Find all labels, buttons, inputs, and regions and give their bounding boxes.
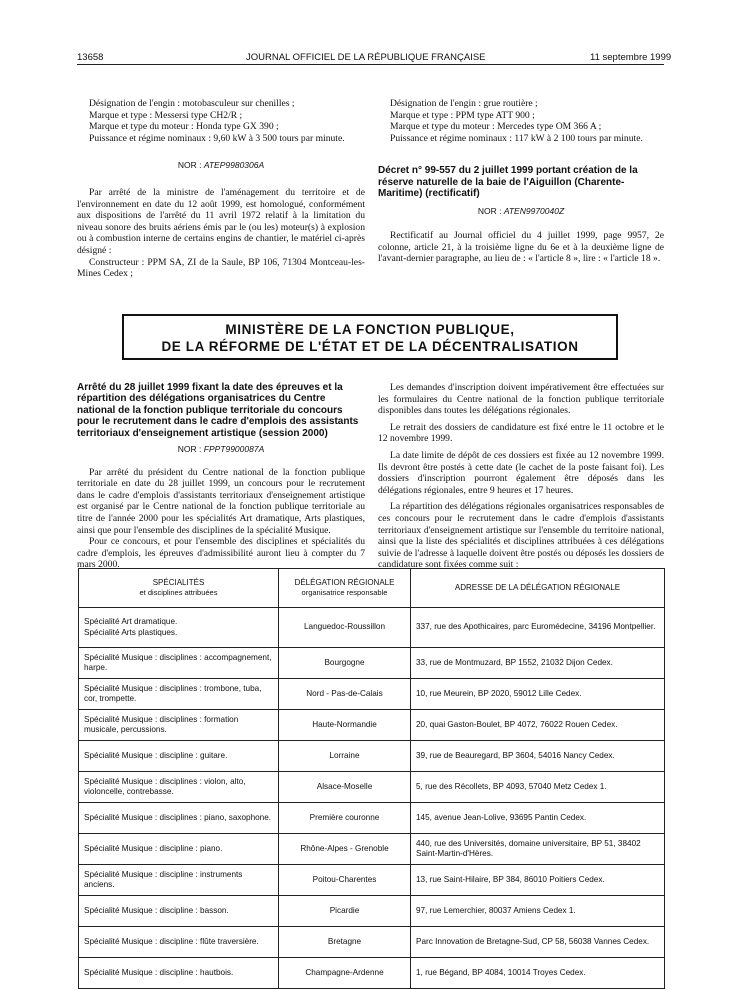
- nor-label: NOR :: [177, 160, 202, 171]
- rectificatif-paragraph: Rectificatif au Journal officiel du 4 juillet 1999, page 9957, 2e colonne, article 21, à la troisième ligne du 6e et à la deuxième ligne de l'avant-dernier paragraphe, au lieu de : « l'article 8 », lire : « l'article 18 ».: [378, 230, 664, 265]
- arrete-column: [77, 382, 365, 571]
- ministry-heading: [122, 314, 618, 360]
- cell-specialite: Spécialité Musique : disciplines : accompagnement, harpe.: [79, 648, 279, 679]
- cell-specialite: Spécialité Musique : discipline : instruments anciens.: [79, 865, 279, 896]
- table-row: [79, 741, 665, 772]
- cell-adresse: 13, rue Saint-Hilaire, BP 384, 86010 Poitiers Cedex.: [411, 865, 665, 896]
- table-row: [79, 896, 665, 927]
- header-delegation-main: DÉLÉGATION RÉGIONALE: [294, 577, 395, 587]
- header-adresse-main: ADRESSE DE LA DÉLÉGATION RÉGIONALE: [454, 582, 621, 592]
- cell-specialite: Spécialité Musique : disciplines : trombone, tuba, cor, trompette.: [79, 679, 279, 710]
- manufacturer-paragraph: Constructeur : PPM SA, ZI de la Saule, BP 106, 71304 Montceau-les-Mines Cedex ;: [77, 256, 365, 280]
- journal-title: JOURNAL OFFICIEL DE LA RÉPUBLIQUE FRANÇAISE: [246, 52, 486, 63]
- nor-reference: [77, 444, 365, 456]
- ministry-line-2: DE LA RÉFORME DE L'ÉTAT ET DE LA DÉCENTRALISATION: [161, 339, 579, 354]
- engine-designation: Désignation de l'engin : grue routière ;: [390, 98, 538, 109]
- nor-code: ATEN9970040Z: [503, 205, 565, 216]
- delegations-table: [78, 568, 665, 989]
- issue-date: 11 septembre 1999: [590, 52, 672, 63]
- cell-adresse: 1, rue Bégand, BP 4084, 10014 Troyes Cedex.: [411, 958, 665, 989]
- header-specialites-sub: et disciplines attribuées: [139, 588, 218, 597]
- cell-delegation: Poitou-Charentes: [279, 865, 411, 896]
- inscription-paragraph-2: Le retrait des dossiers de candidature est fixé entre le 11 octobre et le 12 novembre 1999.: [378, 421, 664, 445]
- cell-adresse: 33, rue de Montmuzard, BP 1552, 21032 Dijon Cedex.: [411, 648, 665, 679]
- inscription-column: [378, 382, 664, 571]
- cell-specialite: Spécialité Musique : discipline : flûte traversière.: [79, 927, 279, 958]
- table-row: [79, 927, 665, 958]
- cell-adresse: 97, rue Lemerchier, 80037 Amiens Cedex 1.: [411, 896, 665, 927]
- cell-adresse: 337, rue des Apothicaires, parc Euromédecine, 34196 Montpellier.: [411, 608, 665, 648]
- table-row: [79, 865, 665, 896]
- cell-delegation: Haute-Normandie: [279, 710, 411, 741]
- nor-code: ATEP9980306A: [203, 160, 265, 171]
- cell-delegation: Bourgogne: [279, 648, 411, 679]
- cell-delegation: Bretagne: [279, 927, 411, 958]
- power-rating: Puissance et régime nominaux : 9,60 kW à 3 500 tours par minute.: [89, 132, 345, 144]
- power-rating: Puissance et régime nominaux : 117 kW à 2 100 tours par minute.: [390, 132, 643, 144]
- engine-brand: Marque et type : PPM type ATT 900 ;: [390, 109, 535, 121]
- cell-adresse: 20, quai Gaston-Boulet, BP 4072, 76022 Rouen Cedex.: [411, 710, 665, 741]
- cell-adresse: 5, rue des Récollets, BP 4093, 57040 Metz Cedex 1.: [411, 772, 665, 803]
- table-row: [79, 608, 665, 648]
- nor-label: NOR :: [477, 205, 502, 216]
- cell-delegation: Première couronne: [279, 803, 411, 834]
- header-delegation-sub: organisatrice responsable: [301, 588, 388, 597]
- table-row: [79, 834, 665, 865]
- cell-specialite: Spécialité Musique : disciplines : piano, saxophone.: [79, 803, 279, 834]
- cell-specialite: Spécialité Musique : discipline : hautbois.: [79, 958, 279, 989]
- cell-specialite: Spécialité Musique : discipline : guitare.: [79, 741, 279, 772]
- cell-specialite: Spécialité Musique : disciplines : formation musicale, percussions.: [79, 710, 279, 741]
- cell-adresse: 39, rue de Beauregard, BP 3604, 54016 Nancy Cedex.: [411, 741, 665, 772]
- cell-delegation: Nord - Pas-de-Calais: [279, 679, 411, 710]
- engine-brand: Marque et type : Messersi type CH2/R ;: [89, 109, 243, 121]
- cell-delegation: Rhône-Alpes - Grenoble: [279, 834, 411, 865]
- table-row: [79, 772, 665, 803]
- cell-specialite: Spécialité Musique : discipline : basson.: [79, 896, 279, 927]
- table-header-row: [79, 569, 665, 608]
- top-right-column: [378, 98, 664, 265]
- inscription-paragraph-4: La répartition des délégations régionales organisatrices responsables de ces concours pour le recrutement dans le cadre d'emplois d'assistants territoriaux d'enseignement artistique sur l'ensemble du territoire national, ainsi que la liste des spécialités et disciplines attribuées à ces délégations suivie de l'adresse à laquelle doivent être postés ou déposés les dossiers de candidature sont fixées comme suit :: [378, 501, 664, 571]
- header-specialites: [79, 569, 279, 608]
- arrete-paragraph-2: Pour ce concours, et pour l'ensemble des disciplines et spécialités du cadre d'emplois, les épreuves d'admissibilité auront lieu à compter du 7 mars 2000.: [77, 536, 365, 571]
- page-number: 13658: [77, 52, 104, 63]
- cell-specialite: Spécialité Musique : discipline : piano.: [79, 834, 279, 865]
- homologation-paragraph: Par arrêté de la ministre de l'aménagement du territoire et de l'environnement en date du 12 août 1999, est homologué, conformément aux dispositions de l'arrêté du 11 avril 1972 relatif à la limitation du niveau sonore des bruits aériens émis par le (ou les) moteur(s) à explosion ou à combustion interne de certains engins de chantier, le matériel ci-après désigné :: [77, 186, 365, 256]
- cell-adresse: 440, rue des Universités, domaine universitaire, BP 51, 38402 Saint-Martin-d'Hères.: [411, 834, 665, 865]
- nor-reference: [77, 160, 365, 172]
- inscription-paragraph-3: La date limite de dépôt de ces dossiers est fixée au 12 novembre 1999. Ils devront être postés à cette date (le cachet de la poste faisant foi). Les dossiers d'inscription pourront également être déposés dans les délégations régionales, entre 9 heures et 17 heures.: [378, 449, 664, 496]
- header-rule: [77, 64, 664, 65]
- cell-delegation: Lorraine: [279, 741, 411, 772]
- table-row: [79, 710, 665, 741]
- cell-adresse: 10, rue Meurein, BP 2020, 59012 Lille Cedex.: [411, 679, 665, 710]
- nor-reference: [378, 206, 664, 218]
- cell-delegation: Champagne-Ardenne: [279, 958, 411, 989]
- table-row: [79, 648, 665, 679]
- cell-specialite: Spécialité Musique : disciplines : violon, alto, violoncelle, contrebasse.: [79, 772, 279, 803]
- arrete-title: Arrêté du 28 juillet 1999 fixant la date des épreuves et la répartition des délégations organisatrices du Centre national de la fonction publique territoriale du concours pour le recrutement dans le cadre d'emplois des assistants territoriaux d'enseignement artistique (session 2000): [77, 382, 359, 439]
- cell-specialite: Spécialité Art dramatique. Spécialité Arts plastiques.: [79, 608, 279, 648]
- cell-adresse: Parc Innovation de Bretagne-Sud, CP 58, 56038 Vannes Cedex.: [411, 927, 665, 958]
- table-row: [79, 803, 665, 834]
- cell-delegation: Alsace-Moselle: [279, 772, 411, 803]
- header-specialites-main: SPÉCIALITÉS: [152, 577, 205, 587]
- nor-code: FPPT9900087A: [203, 444, 265, 455]
- decree-title: Décret n° 99-557 du 2 juillet 1999 portant création de la réserve naturelle de la baie de l'Aiguillon (Charente-Maritime) (rectificatif): [378, 165, 638, 200]
- arrete-paragraph-1: Par arrêté du président du Centre national de la fonction publique territoriale en date du 28 juillet 1999, un concours pour le recrutement dans le cadre d'emplois d'assistants territoriaux d'enseignement artistique est organisé par le Centre national de la fonction publique territoriale au titre de l'année 2000 pour les spécialités Art dramatique, Arts plastiques, ainsi que pour l'ensemble des disciplines de la spécialité Musique.: [77, 466, 365, 536]
- cell-adresse: 145, avenue Jean-Lolive, 93695 Pantin Cedex.: [411, 803, 665, 834]
- table-row: [79, 679, 665, 710]
- motor-brand: Marque et type du moteur : Mercedes type OM 366 A ;: [390, 121, 602, 133]
- header-adresse: [411, 569, 665, 608]
- cell-delegation: Languedoc-Roussillon: [279, 608, 411, 648]
- table-row: [79, 958, 665, 989]
- engine-designation: Désignation de l'engin : motobasculeur sur chenilles ;: [89, 98, 295, 109]
- nor-label: NOR :: [177, 444, 202, 455]
- inscription-paragraph-1: Les demandes d'inscription doivent impérativement être effectuées sur les formulaires du Centre national de la fonction publique territoriale disponibles dans toutes les délégations régionales.: [378, 382, 664, 417]
- ministry-line-1: MINISTÈRE DE LA FONCTION PUBLIQUE,: [225, 322, 515, 337]
- cell-delegation: Picardie: [279, 896, 411, 927]
- header-delegation: [279, 569, 411, 608]
- top-left-column: [77, 98, 365, 280]
- motor-brand: Marque et type du moteur : Honda type GX 390 ;: [89, 121, 279, 133]
